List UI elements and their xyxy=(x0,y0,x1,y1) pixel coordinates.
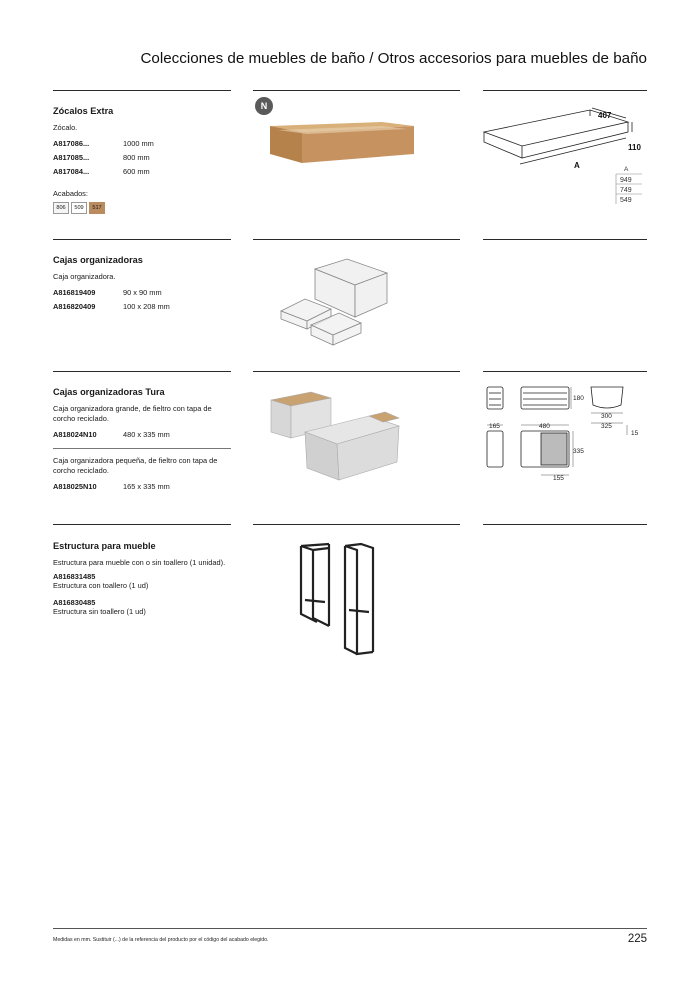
section-divider xyxy=(53,371,231,372)
section-divider xyxy=(483,239,647,240)
finish-swatch: 509 xyxy=(71,202,87,214)
zocalo-product-image xyxy=(262,118,422,168)
estructura-product-image xyxy=(295,540,375,660)
product-text: Estructura con toallero (1 ud) xyxy=(53,581,149,590)
new-badge: N xyxy=(255,97,273,115)
section-desc: Estructura para mueble con o sin toallero (1 unidad). xyxy=(53,558,226,567)
product-code: A816819409 xyxy=(53,288,96,297)
dim-155: 155 xyxy=(553,475,564,482)
product-size: 1000 mm xyxy=(123,139,154,148)
page-title: Colecciones de muebles de baño / Otros accesorios para muebles de baño xyxy=(140,50,647,67)
footer-note: Medidas en mm. Sustituir (...) de la referencia del producto por el código del acabado elegido. xyxy=(53,937,269,943)
product-text: Estructura sin toallero (1 ud) xyxy=(53,607,146,616)
product-code: A816831485 xyxy=(53,572,96,581)
finishes-label: Acabados: xyxy=(53,189,88,198)
dim-a-value: 749 xyxy=(620,187,632,194)
product-code: A818025N10 xyxy=(53,482,97,491)
section-divider xyxy=(53,90,231,91)
section-divider xyxy=(253,239,460,240)
product-row xyxy=(53,151,231,165)
product-size: 165 x 335 mm xyxy=(123,482,170,491)
dim-300: 300 xyxy=(601,413,612,420)
section-divider xyxy=(483,371,647,372)
product-row xyxy=(53,137,231,151)
section-title: Zócalos Extra xyxy=(53,106,114,116)
finish-swatch: 517 xyxy=(89,202,105,214)
product-code: A817085... xyxy=(53,153,90,162)
item-divider xyxy=(53,448,231,449)
section-title: Cajas organizadoras Tura xyxy=(53,387,165,397)
product-size: 600 mm xyxy=(123,167,150,176)
product-row xyxy=(53,300,231,314)
section-desc: Caja organizadora. xyxy=(53,272,116,281)
section-zocalos xyxy=(53,106,231,214)
finish-swatch: 806 xyxy=(53,202,69,214)
product-code: A817086... xyxy=(53,139,90,148)
item-desc: Caja organizadora grande, de fieltro con tapa de corcho reciclado. xyxy=(53,404,212,423)
section-estructura xyxy=(53,541,231,616)
section-cajas xyxy=(53,255,231,314)
footer-divider xyxy=(53,928,647,929)
product-code: A817084... xyxy=(53,167,90,176)
product-size: 480 x 335 mm xyxy=(123,430,170,439)
product-row xyxy=(53,480,231,494)
section-desc: Zócalo. xyxy=(53,123,78,132)
product-row xyxy=(53,428,231,442)
section-divider xyxy=(253,90,460,91)
dim-180: 180 xyxy=(573,395,584,402)
section-divider xyxy=(483,90,647,91)
dim-480: 480 xyxy=(539,423,550,430)
product-row xyxy=(53,286,231,300)
dim-depth: 407 xyxy=(598,111,612,120)
product-code: A816820409 xyxy=(53,302,96,311)
section-divider xyxy=(53,239,231,240)
dim-a-value: 549 xyxy=(620,197,632,204)
item-desc: Caja organizadora pequeña, de fieltro con tapa de corcho reciclado. xyxy=(53,456,218,475)
section-divider xyxy=(483,524,647,525)
product-code: A816830485 xyxy=(53,598,96,607)
dim-325: 325 xyxy=(601,423,612,430)
dim-a-value: 949 xyxy=(620,177,632,184)
tura-product-image xyxy=(265,388,410,488)
section-divider xyxy=(253,524,460,525)
dim-a: A xyxy=(574,161,580,170)
dim-335: 335 xyxy=(573,448,584,455)
product-row xyxy=(53,165,231,179)
tura-dimension-drawing xyxy=(483,383,648,485)
section-divider xyxy=(53,524,231,525)
section-divider xyxy=(253,371,460,372)
finish-swatches xyxy=(53,202,231,214)
product-size: 100 x 208 mm xyxy=(123,302,170,311)
dim-height: 110 xyxy=(628,143,641,152)
section-title: Estructura para mueble xyxy=(53,541,156,551)
dim-a-col: A xyxy=(624,166,629,173)
section-tura xyxy=(53,387,231,494)
product-size: 90 x 90 mm xyxy=(123,288,162,297)
product-size: 800 mm xyxy=(123,153,150,162)
zocalo-dimension-drawing xyxy=(480,104,648,208)
product-code: A818024N10 xyxy=(53,430,97,439)
section-title: Cajas organizadoras xyxy=(53,255,143,265)
cajas-product-image xyxy=(275,255,400,351)
dim-15: 15 xyxy=(631,430,639,437)
dim-165: 165 xyxy=(489,423,500,430)
page-number: 225 xyxy=(627,933,647,945)
